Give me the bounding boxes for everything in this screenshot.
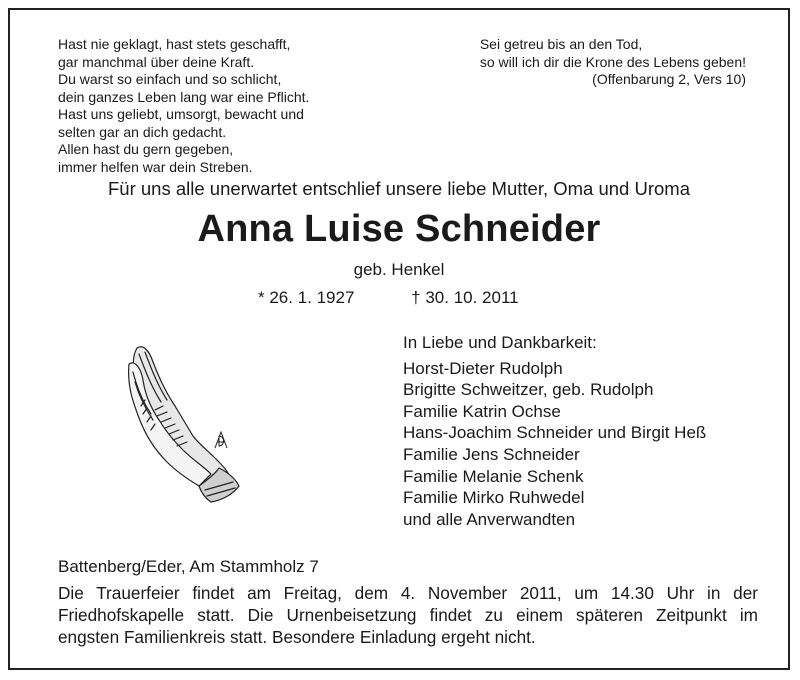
bible-verse bbox=[480, 36, 746, 89]
mourner-name: Brigitte Schweitzer, geb. Rudolph bbox=[403, 380, 654, 400]
funeral-line: engsten Familienkreis statt. Besondere Einladung ergeht nicht. bbox=[58, 627, 536, 647]
mourner-name: Hans-Joachim Schneider und Birgit Heß bbox=[403, 423, 707, 443]
verse-reference: (Offenbarung 2, Vers 10) bbox=[592, 71, 746, 87]
mourners-list bbox=[403, 332, 706, 530]
poem-line: Allen hast du gern gegeben, bbox=[58, 141, 234, 157]
verse-line: so will ich dir die Krone des Lebens geben! bbox=[479, 53, 746, 70]
deceased-name: Anna Luise Schneider bbox=[197, 208, 601, 250]
mourner-name: Familie Melanie Schenk bbox=[403, 466, 584, 486]
life-dates bbox=[258, 288, 519, 308]
poem-line: Hast uns geliebt, umsorgt, bewacht und bbox=[58, 106, 304, 122]
mourner-name: Familie Jens Schneider bbox=[403, 444, 580, 464]
poem-left bbox=[58, 36, 309, 176]
mourner-name: Horst-Dieter Rudolph bbox=[403, 358, 563, 378]
funeral-info bbox=[58, 582, 758, 648]
intro-text: Für uns alle unerwartet entschlief unsere liebe Mutter, Oma und Uroma bbox=[107, 178, 690, 199]
mourners-heading: In Liebe und Dankbarkeit: bbox=[403, 333, 597, 352]
death-date: † 30. 10. 2011 bbox=[411, 288, 519, 307]
poem-line: dein ganzes Leben lang war eine Pflicht. bbox=[58, 88, 310, 105]
poem-line: gar manchmal über deine Kraft. bbox=[58, 53, 255, 70]
monogram bbox=[215, 432, 227, 448]
maiden-name: geb. Henkel bbox=[353, 260, 445, 279]
praying-hands-icon bbox=[115, 340, 250, 505]
birth-date: * 26. 1. 1927 bbox=[258, 288, 355, 307]
address: Battenberg/Eder, Am Stammholz 7 bbox=[58, 557, 319, 576]
funeral-line: Friedhofskapelle statt. Die Urnenbeisetzung findet zu einem späteren Zeitpunkt im bbox=[58, 605, 758, 625]
verse-line: Sei getreu bis an den Tod, bbox=[479, 36, 643, 52]
poem-line: Hast nie geklagt, hast stets geschafft, bbox=[58, 36, 291, 52]
funeral-line: Die Trauerfeier findet am Freitag, dem 4. November 2011, um 14.30 Uhr in der bbox=[58, 583, 758, 603]
mourner-name: und alle Anverwandten bbox=[403, 509, 576, 529]
poem-line: Du warst so einfach und so schlicht, bbox=[58, 71, 282, 87]
obituary-notice bbox=[8, 8, 790, 670]
poem-line: selten gar an dich gedacht. bbox=[58, 123, 227, 140]
mourner-name: Familie Mirko Ruhwedel bbox=[403, 488, 585, 508]
mourner-name: Familie Katrin Ochse bbox=[403, 401, 561, 421]
poem-line: immer helfen war dein Streben. bbox=[58, 158, 253, 175]
